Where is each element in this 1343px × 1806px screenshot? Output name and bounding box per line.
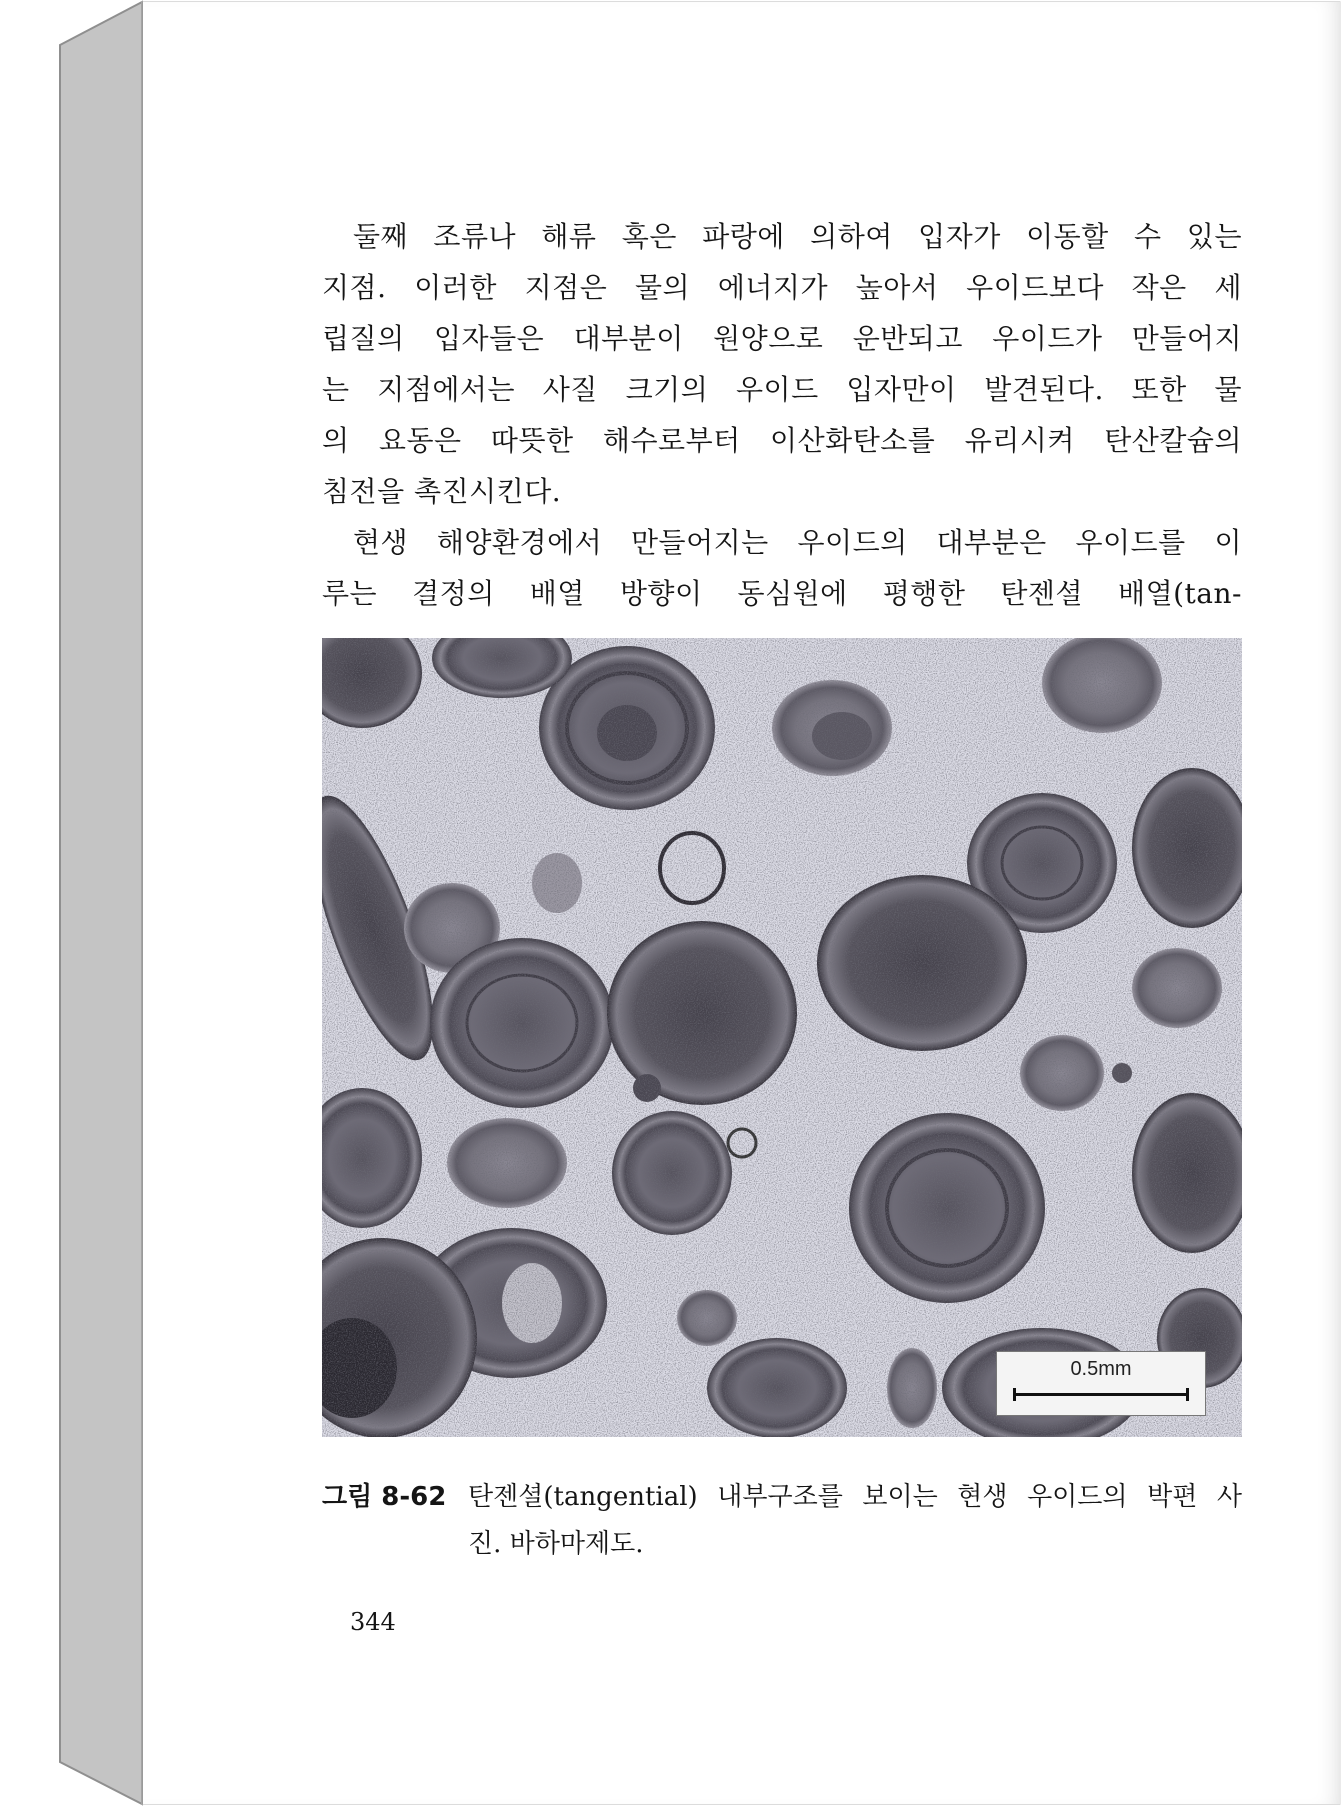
scale-bar — [996, 1351, 1206, 1416]
text-line: 지점. 이러한 지점은 물의 에너지가 높아서 우이드보다 작은 세 — [322, 271, 1242, 304]
body-text — [322, 211, 1242, 619]
scale-label: 0.5mm — [1070, 1358, 1132, 1380]
text-line: 립질의 입자들은 대부분이 원양으로 운반되고 우이드가 만들어지 — [322, 322, 1242, 355]
ooid-micrograph — [322, 638, 1242, 1437]
text-line: 침전을 촉진시킨다. — [322, 475, 562, 508]
figure-caption — [322, 1474, 1242, 1568]
text-line: 둘째 조류나 해류 혹은 파랑에 의하여 입자가 이동할 수 있는 — [353, 220, 1242, 253]
page-number: 344 — [350, 1608, 396, 1636]
text-line: 현생 해양환경에서 만들어지는 우이드의 대부분은 우이드를 이 — [353, 526, 1242, 559]
caption-line: 진. 바하마제도. — [468, 1529, 644, 1559]
caption-label: 그림 8-62 — [322, 1482, 447, 1512]
text-line: 루는 결정의 배열 방향이 동심원에 평행한 탄젠셜 배열(tan- — [322, 577, 1242, 610]
text-line: 의 요동은 따뜻한 해수로부터 이산화탄소를 유리시켜 탄산칼슘의 — [322, 424, 1242, 457]
scale-line — [1013, 1393, 1189, 1396]
micrograph-image — [322, 638, 1242, 1437]
text-line: 는 지점에서는 사질 크기의 우이드 입자만이 발견된다. 또한 물 — [322, 373, 1242, 406]
caption-line: 탄젠셜(tangential) 내부구조를 보이는 현생 우이드의 박편 사 — [468, 1482, 1242, 1512]
